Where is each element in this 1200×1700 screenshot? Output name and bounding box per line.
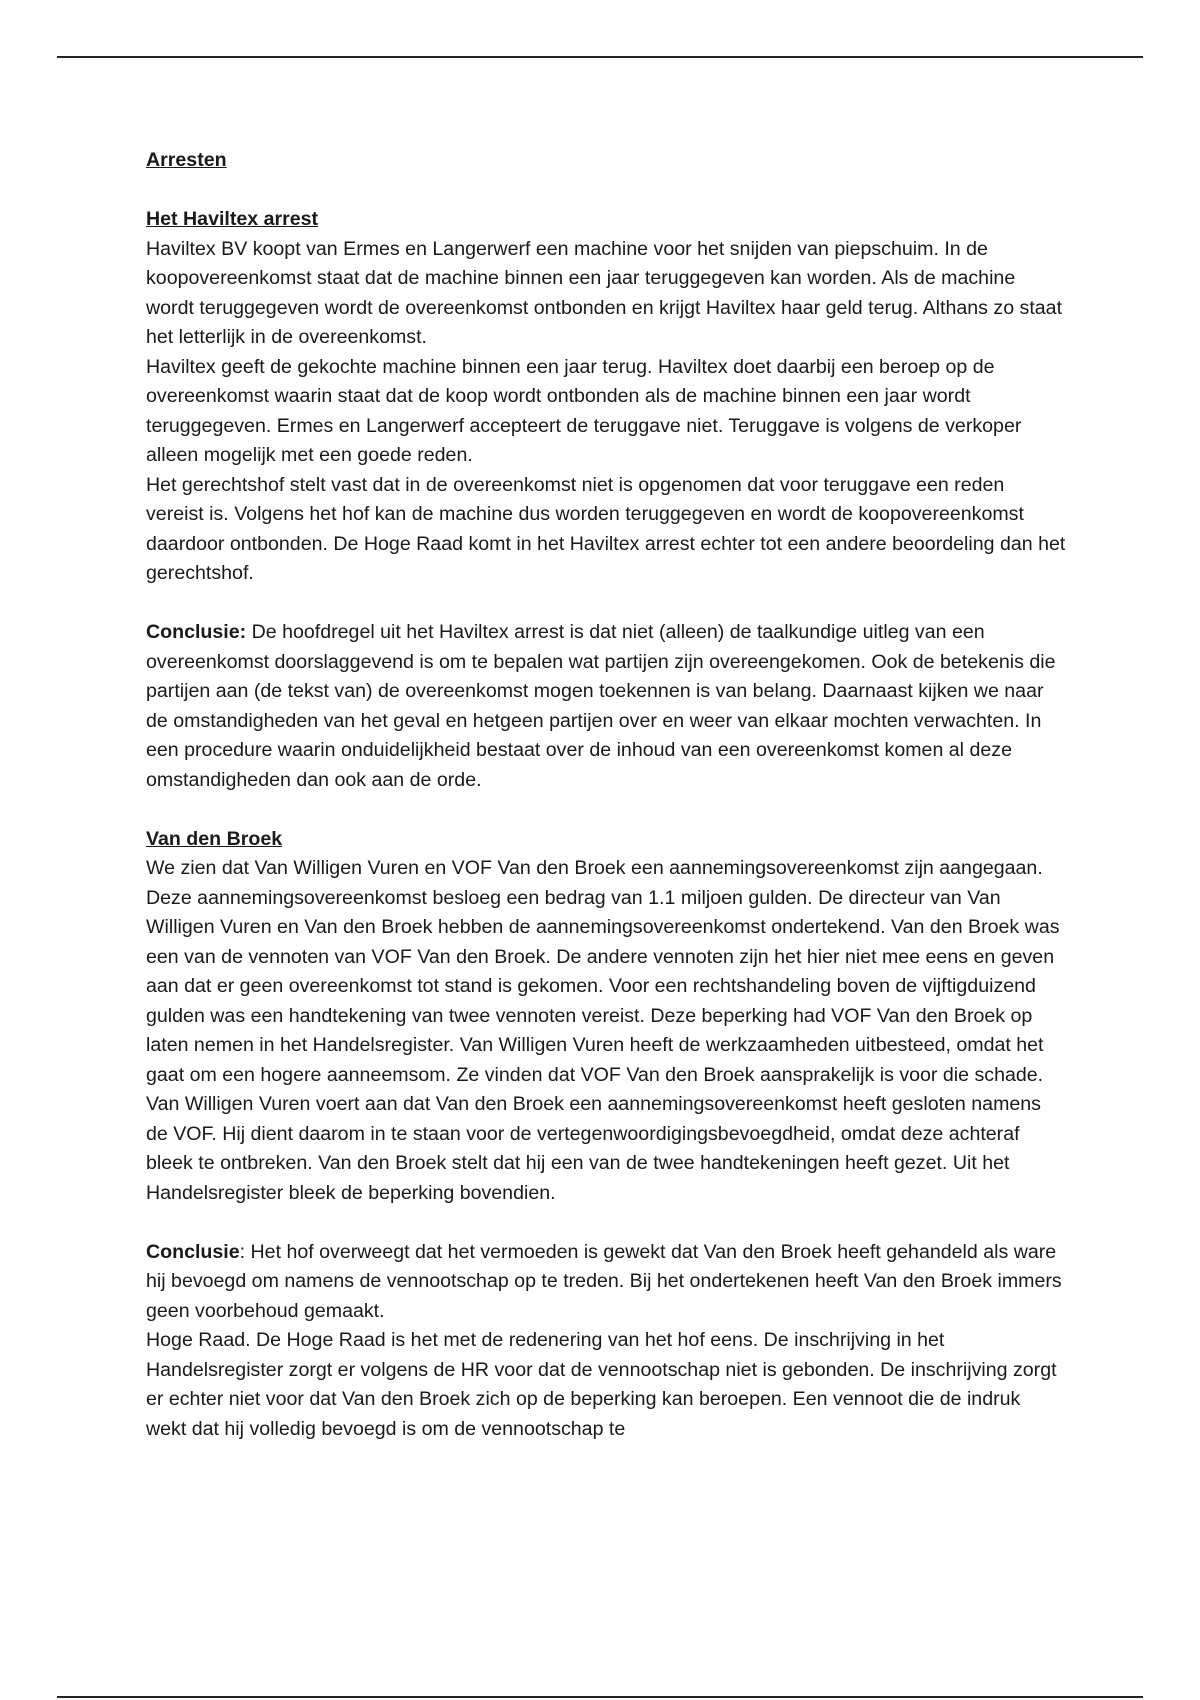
spacer: [146, 795, 1066, 825]
spacer: [146, 589, 1066, 619]
document-title: Arresten: [146, 149, 227, 171]
spacer: [146, 1208, 1066, 1238]
conclusion-label: Conclusie:: [146, 621, 247, 643]
paragraph: Hoge Raad. De Hoge Raad is het met de redenering van het hof eens. De inschrijving in het Handelsregister zorgt er volgens de HR voor dat de vennootschap niet is gebonden. De inschrijving zorgt er echter niet voor dat Van den Broek zich op de beperking kan beroepen. Een vennoot die de indruk wekt dat hij volledig bevoegd is om de vennootschap te: [146, 1329, 1057, 1440]
conclusion-paragraph: [146, 1238, 1066, 1327]
conclusion-text: De hoofdregel uit het Haviltex arrest is dat niet (alleen) de taalkundige uitleg van een overeenkomst doorslaggevend is om te bepalen wat partijen zijn overeengekomen. Ook de betekenis die partijen aan (de tekst van) de overeenkomst mogen toekennen is van belang. Daarnaast kijken we naar de omstandigheden van het geval en hetgeen partijen over en weer van elkaar mochten verwachten. In een procedure waarin onduidelijkheid bestaat over de inhoud van een overeenkomst komen al deze omstandigheden dan ook aan de orde.: [146, 621, 1056, 791]
conclusion-label: Conclusie: [146, 1240, 240, 1263]
spacer: [146, 176, 1066, 206]
paragraph: Haviltex geeft de gekochte machine binnen een jaar terug. Haviltex doet daarbij een beroep op de overeenkomst waarin staat dat de koop wordt ontbonden als de machine binnen een jaar wordt teruggegeven. Ermes en Langerwerf accepteert de teruggave niet. Teruggave is volgens de verkoper alleen mogelijk met een goede reden.: [146, 355, 1022, 466]
section-haviltex: [146, 205, 1066, 795]
header-rule: [57, 56, 1143, 58]
document-body: [146, 146, 1066, 1444]
section-van-den-broek: [146, 825, 1066, 1445]
section-heading: Het Haviltex arrest: [146, 208, 319, 230]
paragraph: We zien dat Van Willigen Vuren en VOF Van den Broek een aannemingsovereenkomst zijn aangegaan. Deze aannemingsovereenkomst besloeg een bedrag van 1.1 miljoen gulden. De directeur van Van Willigen Vuren en Van den Broek hebben de aannemingsovereenkomst ondertekend. Van den Broek was een van de vennoten van VOF Van den Broek. De andere vennoten zijn het hier niet mee eens en geven aan dat er geen overeenkomst tot stand is gekomen. Voor een rechtshandeling boven de vijftigduizend gulden was een handtekening van twee vennoten vereist. Deze beperking had VOF Van den Broek op laten nemen in het Handelsregister. Van Willigen Vuren heeft de werkzaamheden uitbesteed, omdat het gaat om een hogere aanneemsom. Ze vinden dat VOF Van den Broek aansprakelijk is voor die schade. Van Willigen Vuren voert aan dat Van den Broek een aannemingsovereenkomst heeft gesloten namens de VOF. Hij dient daarom in te staan voor de vertegenwoordigingsbevoegdheid, omdat deze achteraf bleek te ontbreken. Van den Broek stelt dat hij een van de twee handtekeningen heeft gezet. Uit het Handelsregister bleek de beperking bovendien.: [146, 857, 1060, 1204]
footer-rule: [57, 1696, 1143, 1698]
conclusion-paragraph: [146, 618, 1066, 795]
paragraph: Haviltex BV koopt van Ermes en Langerwerf een machine voor het snijden van piepschuim. In de koopovereenkomst staat dat de machine binnen een jaar teruggegeven kan worden. Als de machine wordt teruggegeven wordt de overeenkomst ontbonden en krijgt Haviltex haar geld terug. Althans zo staat het letterlijk in de overeenkomst.: [146, 237, 1063, 348]
paragraph: Het gerechtshof stelt vast dat in de overeenkomst niet is opgenomen dat voor teruggave een reden vereist is. Volgens het hof kan de machine dus worden teruggegeven en wordt de koopovereenkomst daardoor ontbonden. De Hoge Raad komt in het Haviltex arrest echter tot een andere beoordeling dan het gerechtshof.: [146, 473, 1066, 584]
conclusion-text: : Het hof overweegt dat het vermoeden is gewekt dat Van den Broek heeft gehandeld als ware hij bevoegd om namens de vennootschap op te treden. Bij het ondertekenen heeft Van den Broek immers geen voorbehoud gemaakt.: [146, 1240, 1062, 1322]
section-heading: Van den Broek: [146, 827, 283, 850]
